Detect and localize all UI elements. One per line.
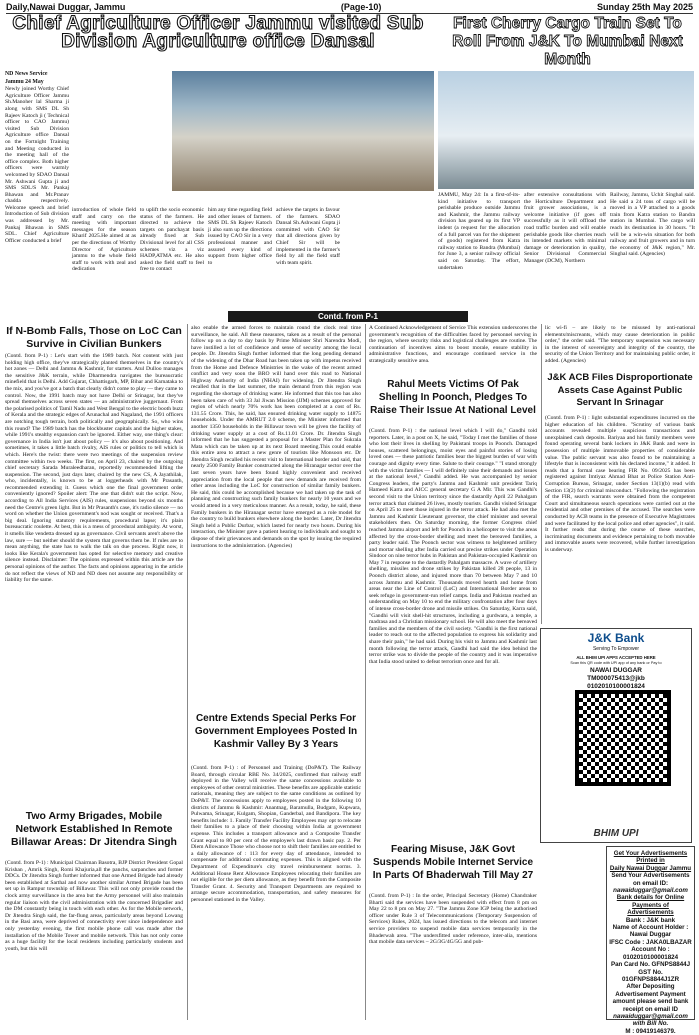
cherry-col2 <box>524 192 606 310</box>
lead-text-1: Newly joined Worthy Chief Agriculture Officer Jammu Sh.Manoher lal Sharma ji along with SMS DL Sh Rajeev Katoch ji ( Technical officer to CAO Jammu) visited Sub Division Agriculture office Dansal on the Fortnight Training and Meeting conducted in the meeting hall of the office complex. Both higher officers were warmly welcomed by SDAO Dansal Mr. Ashwani Gupta ji and SMS SDL/S Mr. Pankaj Bhawan and Mr.Pranav chadda respectively. Welcome speech and brief Introduction of Sub division was addressed by Mr. Pankaj Bhawan in SMS SDL. Chief Agriculture Officer conducted a brief <box>5 86 69 244</box>
ad-line-11: 0102010100001824 <box>622 953 679 961</box>
lead-col5 <box>276 207 340 311</box>
lead-byline: ND News Service <box>5 71 48 77</box>
rahul-text: (Contd. from P-1) : the national level which I will do," Gandhi told reporters. Later, in a post on X, he said, "Today I met the families of those who lost their lives in shelling by Pakistani troops in Poonch. Damaged houses, scattered belongings, moist eyes and painful stories of losing loved ones — these patriotic families bear the biggest burden of war with courage and dignity every time. Salute to their courage." "I stand strongly with the victim families — I will definitely raise their demands and issues at the national level," Gandhi added. He was accompanied by senior Congress leaders, the party's Jammu and Kashmir unit president Tariq Hameed Karra and AICC general secretary G A Mir. This was Gandhi's second visit to the Union territory since the dastardly April 22 Pahalgam terror attack that claimed 26 lives, mostly tourists. Gandhi visited Srinagar on April 25 to meet those injured in the terror attack. He had also met the Jammu and Kashmir Lieutenant governor, the chief minister and several stakeholders then. On Saturday morning, the former Congress chief reached Jammu airport and left for Poonch in a helicopter to visit the areas affected by the cross-border shelling and meet the bereaved families, a party leader said. The Poonch sector was witness to heightened artillery and mortar shelling after India carried out precise strikes under Operation Sindoor on nine terror hubs in Pakistan and Pakistan-occupied Kashmir on May 7 in response to the dastardly Pahalgam massacre. A wave of artillery shelling, missiles and drone strikes by Pakistan killed 28 people, 13 in Poonch district alone, and injured more than 70 between May 7 and 10 across Jammu and Kashmir. Thousands moved hearth and home from areas near the Line of Control (LoC) and International Border areas to seek refuge in government-run relief camps. India and Pakistan reached an understanding on May 10 to end the military confrontation after four days of intense cross-border drone and missile strikes. On Saturday, Karra said, "Gandhi will visit shell-hit structures, including a gurdwara, a temple, a madrasa and a Christian missionary school. He will also meet the bereaved families and the members of the civil society. "Gandhi is the first national leader to reach out to the affected population to express his solidarity and share their pain," he had said. During his visit to Jammu and Kashmir last month following the terror attack, Gandhi had said the idea behind the terror strike was to divide the people of the country and it was imperative that India stood united to defeat terrorism once and for all. <box>369 428 537 665</box>
ad-line-6: Bank : J&K bank <box>625 916 676 924</box>
acb-pre-text: lic wi-fi – are likely to be misused by anti-national elements/miscreants, which may cause deterioration in public order," the order said. "The temporary suspension was necessary in the interest of sovereignty and integrity of the country, the security of the Union Territory and for maintaining public order, it added. (Agencies) <box>545 325 695 364</box>
lead-dateline: Jammu 24 May <box>5 78 44 85</box>
brigades-body-2 <box>191 325 361 710</box>
ad-email-2: nawaiduggar@gmail.com <box>613 1012 688 1020</box>
lead-headline: Chief Agriculture Officer Jammu visited Sub Division Agriculture office Dansal <box>12 13 424 52</box>
ad-line-10: Account No : <box>631 946 670 954</box>
misuse-text: (Contd. from P-1) : In the order, Principal Secretary (Home) Chandraker Bharti said the services have been suspended with effect from 8 pm on May 22 to 8 pm on May 27. "The Jammu Zone IGP being the authorised officer under Rule 3 of Telecommunications (Temporary Suspension of Services) Rules, 2024, has issued directions to the telecom and internet service providers to suspend mobile data services temporarily in the Bhaderwah area. "The undersfitted under reference, inter-alia, mentions that mobile data services – 2G/3G/4G/5G and pub- <box>369 893 537 946</box>
lead-text-5: achieve the targets in favour of the farmers. SDAO Dansal Sh.Ashwani Gupta ji committed with CAO Sir that all directions given by Chief Sir will be implemented in the farmer's field by all the field staff with team spirit. <box>276 207 340 266</box>
cherry-col1 <box>438 192 520 310</box>
qr-scan-line: Scan this QR code with UPI app of any bank or Pay to <box>570 661 662 665</box>
contd-banner: Contd. from P-1 <box>228 311 468 322</box>
ad-line-14: After Depositing Advertisement Payment amount please send bank receipt on email ID <box>612 983 689 1013</box>
lead-col3 <box>140 207 204 311</box>
ad-line-16: with Bill No. <box>632 1020 669 1028</box>
brigades-text-2: also enable the armed forces to maintain round the clock real time surveillance, he said. All these measures, taken as a result of the personal follow up on a day to day basis by Prime Minister Shri Narendra Modi, have instilled a lot of confidence and sense of security among the local people. Dr. Jitendra Singh further informed that the long pending demand of the widening of the Dhar Road has been taken up with impetus received from the Home and Defence Ministries in the wake of the recent armed conflict and very soon the BRO will hand over this road to National Highway Authority of India (NHAI) for widening. Dr Jitendra Singh recalled that in the last summer, the main demand from this region was regarding the shortage of drinking water. He informed that this too has also been taken care of with 33 Jal Jiwan Mission (JJM) schemes approved for region of which nearly 70% work has been completed at a cost of Rs. 131.55 Crore. This, he said, has ensured drinking water supply to 14875 households. Under the AMRUT 2.0 scheme, the Minister informed that another 1350 households in the Billawar town will be given the facility of drinking water supply at a cost of Rs.11.01 Crore. Dr. Jitendra Singh informed that he has suggested a proposal for a Master Plan for Sukrala Mata which can be taken up at its next Board meeting.This could enable this entire area to attract a new genre of tourists like Monsoon etc. Dr Jitendra Singh recalled his recent visit to International border and said, that nearly 2500 Family Bunker constructed along the Hiranagar sector over the last seven years have been found highly convenient and received appreciation from the local people that new demands are received from other areas including the LoC for construction of similar family bunkers. He said, this could be accomplished because we had taken up the task of planning and constructing such family bunkers for nearly 10 years and we would attend in a very meticulous manner. As a result, today, he said, these Family bunkers in the Hiranagar sector have emerged as a role model for the country to build bunkers elsewhere along the border. Later, Dr Jitendra Singh held a Public Durbar, which lasted for nearly two hours. During his interaction, the Minister gave a patient hearing to individuals and sought to dispose of their grievances and demands on the spot by issuing the required instructions to the administration. (Agencies) <box>191 325 361 549</box>
lead-col6 <box>344 207 432 311</box>
perks-text: (Contd. from P-1) : of Personnel and Training (DoP&T). The Railway Board, through circular RBE No. 34/2025, confirmed that railway staff deployed in the Valley will receive the same concessions available to employees of other central ministries. These benefits are applicable statistic nationals, meaning they are subject to the same conditions as outlined by DoP&T. The concessions apply to employees posted in the following 10 districts of Jammu & Kashmir: Anantnag, Baramulla, Budgam, Kupwara, Pulwama, Srinagar, Kulgam, Shopian, Ganderbal, and Bandipora. The key benefits include: 1. Family Transfer Facility Employees may opt to relocate their families to a place of their choosing within India at government expense. This includes a transport allowance and a Composite Transfer Grant equal to 80 per cent of the employee's last drawn basic pay. 2. Per Diem Allowance Those who choose not to shift their families are entitled to a daily allowance of : 113 for every day of attendance, intended to compensate for additional commuting expenses. This is aligned with the Department of Expenditure's city travel reimbursement norms. 3. Additional House Rent Allowance Employees relocating their families are not eligible for the per diem allowance, as they benefit from the Composite Transfer Grant. 4. Security and Transport Departments are required to arrange secure accommodation, transportation, and safety measures for personnel stationed in the Valley. <box>191 765 361 903</box>
ad-phone: M : 09419146379. <box>625 1027 676 1035</box>
misuse-headline: Fearing Misuse, J&K Govt Suspends Mobile Internet Service In Parts Of Bhaderwah Till May 27 <box>372 844 534 881</box>
ad-line-9: IFSC Code : JAKA0LBAZAR <box>609 938 692 946</box>
lead-col4 <box>208 207 272 311</box>
qr-account-number: 0102010100001824 <box>587 683 645 690</box>
nbomb-body <box>5 353 183 803</box>
qr-tagline: Serving To Empower <box>592 646 640 652</box>
lead-text-2: introduction of whole field staff and carry on the meeting with important messages for the season Kharif 2025.He aimed at as per the directions of Worthy Director of Agriculture jammu to the whole field staff to work with zeal and dedication <box>72 207 136 273</box>
lead-text-4: him any time regarding field and other issues of farmers. SMS DL Sh Rajeev Katoch ji also sum up the directions issued by CAO Sir in a very professional manner and assured every kind of support from higher office to <box>208 207 272 266</box>
acb-text: (Contd. from P-1) : light substantial expenditures incurred on the higher education of his children. "Scrutiny of various bank accounts revealed multiple suspicious transactions and unexplained cash deposits. Bariyaa and his family members were found operating several bank lockers in J&K Bank and were in possession of multiple immovable properties of considerable value. The public servant was also found to be maintaining a lifestyle that is inconsistent with his declared income," it added. It reads that a formal case bearing FIR No. 09/2025 has been registered against Imtiyaz Ahmad Bhat at Police Station Anti-Corruption Bureau, Srinagar, under Section 13(1)(b) read with Section 13(2) for criminal misconduct. "Following the registration of the FIR, search warrants were obtained from the competent Court and simultaneous search operations were carried out at the residential and other premises of the accused. The searches were conducted by ACB teams in the presence of Executive Magistrates and were facilitated by the local police and other agencies", it said. It further reads that during the course of these searches, incriminating documents and evidence pertaining to both movable and immovable assets were recovered, while further investigation is underway. <box>545 415 695 553</box>
qr-code <box>575 690 671 786</box>
rahul-pre-text: A Continued Acknowledgement of Service This extension underscores the government's recognition of the difficulties faced by personnel serving in the region, where security risks and logistical challenges are routine. The continuation of incentives aims to boost morale, ensure stability in administrative functions, and encourage continued service in the strategically sensitive area. <box>369 325 537 364</box>
bhim-upi-logo: BHIM UPI <box>593 828 639 839</box>
rahul-headline: Rahul Meets Victims Of Pak Shelling In Poonch, Pledges To Raise Their Issue At National Level <box>370 379 536 416</box>
advertisement-box <box>606 846 695 1035</box>
ad-email: nawaiduggar@gmail.com <box>613 887 688 895</box>
cherry-text-1: JAMMU, May 24: In a first-of-its-kind initiative to transport perishable produce outside Jammu and Kashmir, the Jammu railway division has geared up its first VP indent (a request for the allocation of a full parcel van for the shipment of goods) registered from Katra railway station to Bandra (Mumbai) for June 3, a senior railway official said on Saturday. The effort, undertaken <box>438 192 520 271</box>
ad-line-12: Pan Card No. GFNPS8844J <box>610 961 691 969</box>
perks-continued <box>369 325 537 373</box>
paper-title: Daily,Nawai Duggar, Jammu <box>6 1 126 12</box>
brigades-text: (Contd. from P-1) : Municipal Chairman Basotra, BJP District President Gopal Krishan , Amrik Singh, Romi Khajuria,all the panchs, sarpanches and former DDCs. Dr Jitendra Singh further informed that one Armed Brigade had already been established at Sarthal and now another similar Armed Brigade has been set up in Rampur township of Billawar. This will not only provide round the clock army surveillance in the area but the Army personnel will also maintain regular liaison with the civil administration with the concerned Brigadier and the DM constantly being in touch with each other. As for the Mobile network, Dr Jitendra Singh said, the far-flung areas, particularly areas beyond Lowang in the Basi area, were deprived of connectivity ever since independence and only yesterday evening, the first mobile phone call was made after the installation of the Mobile Tower and mobile network. This has not only come as a huge facility for the local residents including particularly students and youth, but this will <box>5 860 183 952</box>
misuse-continued <box>545 325 695 370</box>
lead-col2 <box>72 207 136 311</box>
acb-body <box>545 415 695 625</box>
nbomb-headline: If N-Bomb Falls, Those on LoC Can Survive in Civilian Bunkers <box>6 325 182 350</box>
qr-upi-line: ALL BHIM UPI APPS ACCEPTED HERE <box>576 655 656 660</box>
ad-line-8: Nawai Duggar <box>629 931 672 939</box>
ad-line-5: Bank details for Online Payments of Advertisements <box>616 894 685 917</box>
brigades-headline: Two Army Brigades, Mobile Network Established In Remote Billawar Areas: Dr Jitendra Singh <box>11 810 177 848</box>
cherry-col3 <box>610 192 695 310</box>
nbomb-text: (Contd. from P-1) : Let's start with the 1989 batch. Not content with just holding high office, they've strategically planted themselves in the country's hot zones — Delhi and Jammu & Kashmir, for starters. Atul Dulloo manages the sensitive J&K terrain, while Dharmendra navigates the bureaucratic minefield that is Delhi. Add Gujarat, Chhattisgarh, MP, Bihar and Karnataka to the mix, and you've got a batch that clearly didn't come to play — they came to control. Now, the 1991 batch may not have Delhi or Srinagar, but they've spread themselves across seven states — an administrative juggernaut. From the polarised politics of Tamil Nadu and West Bengal to the electric booth buzz of Kerala and the strategic edges of Arunachal and Nagaland, the 1991 officers are notching tough terrain, both politically and geographically. So, who wins this round? The 1989 batch has the blockbuster capitals and the higher stakes, while 1991's stealthy expansion can't be ignored. Either way, one thing's clear: governance in India isn't just about policy — it's also about positioning. And sometimes, it takes a little batch rivalry, AIS rules or politics to tell which is which. Here's the twist: there were two meetings of the suspension review committee within two weeks. The first, on April 23, chaired by the outgoing chief secretary Sarada Muraleedharan, reportedly recommended lifting the suspension. The second, just days later, chaired by the new CS, A Jayathilak, who, incidentally, is known to be at loggerheads with Mr Prasanth, recommended extending it. Guess which one the final government order conveniently ignored? Spoiler alert: The one that didn't suit the script. Now, according to All India Services (AIS) rules, suspensions beyond six months need the Centre's green light. But in Mr Prasanth's case, it's radio silence — no word on whether the Union government's nod was sought or received. That's a big deal. Ignoring statutory requirements, procedural lapse; it's plain bureaucratic roulette. At best, this is a mess of procedural ambiguity. At worst, it smells like vendetta dressed up as governance. Civil servants aren't above the law, sure — but neither should the system that governs them be. If rules are to mean anything, the state has to walk the talk on due process. Right now, it looks like Kerala's government has opted for selective memory and creative silence instead. Disclaimer: The opinions expressed within this article are the personal opinions of the author. The facts and opinions appearing in the article do not reflect the views of ND and ND does not assume any responsibility or liability for the same. <box>5 353 183 584</box>
lead-col1 <box>5 71 69 311</box>
qr-bank-name: J&K Bank <box>587 631 645 645</box>
misuse-body <box>369 893 537 1020</box>
lead-text-3: to uplift the socio economic status of the farmers. He directed to achieve the targets on panchayat basis already fixed at Sub Divisional level for all CSS schemes viz a viz HADP,ATMA etc. He also asked the field staff to feel free to contact <box>140 207 204 273</box>
ad-line-2: Daily Nawai Duggar Jammu <box>609 864 692 872</box>
cherry-headline: First Cherry Cargo Train Set To Roll From J&K To Mumbai Next Month <box>452 15 683 68</box>
acb-headline: J&K ACB Files Disproportionate Assets Case Against Public Servant In Srinagar <box>547 372 693 408</box>
cherry-text-2: after extensive consultations with the Horticulture Department and fruit grower associations, is a welcome initiative (if goes off successfully as it will offload the road traffic burden and will enable perishable goods like cherries reach its intended markets with minimal damage or deterioration in quality, Senior Divisional Commercial Manager (DCM), Northern <box>524 192 606 264</box>
issue-date: Sunday 25th May 2025 <box>596 1 693 12</box>
qr-upi-id: TM000075413@jkb <box>587 675 645 682</box>
qr-account-name: NAWAI DUGGAR <box>590 667 642 674</box>
brigades-body <box>5 860 183 1020</box>
masthead-bar <box>6 0 693 14</box>
page-number: (Page-10) <box>340 1 382 12</box>
rahul-body <box>369 428 537 828</box>
cherry-photo <box>438 71 694 189</box>
perks-body <box>191 765 361 1020</box>
lead-photo <box>172 71 434 191</box>
ad-line-1: Get Your Advertisements Printed in <box>613 850 688 865</box>
cherry-text-3: Railway, Jammu, Uchit Singhal said. He said a 24 tons of cargo will be moved in a VP attached to a goods train from Katra station to Bandra station in Mumbai. The cargo will reach its destination in 30 hours. "It will be a win-win situation for both railway and fruit growers and in turn the economy of J&K region," Mr. Singhal said. (Agencies) <box>610 192 695 258</box>
perks-headline: Centre Extends Special Perks For Government Employees Posted In Kashmir Valley By 3 Years <box>194 713 358 750</box>
ad-line-7: Name of Account Holder : <box>612 924 689 932</box>
ad-line-13: GST No. 01GFNPS8844J1ZR <box>621 968 680 983</box>
ad-line-3: Send Your Advertisements on email ID: <box>611 872 690 887</box>
